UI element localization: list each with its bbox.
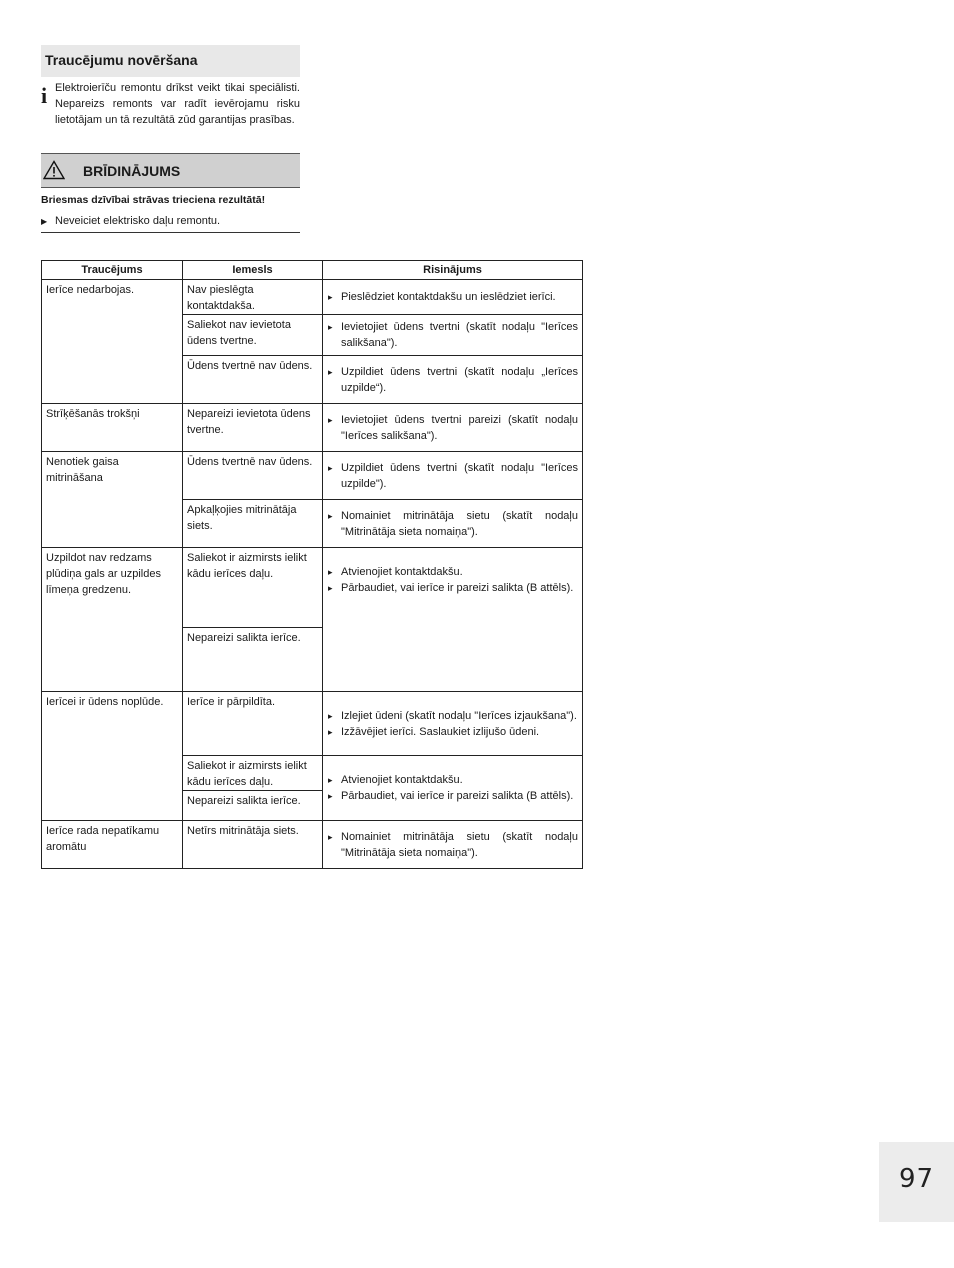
cause-cell: Ūdens tvertnē nav ūdens. (183, 356, 323, 404)
cause-cell: Saliekot nav ievietota ūdens tvertne. (183, 315, 323, 356)
troubleshooting-table (41, 260, 583, 869)
page-number: 97 (898, 1164, 935, 1194)
solution-cell (323, 315, 583, 356)
header-problem: Traucējums (42, 261, 183, 280)
table-row (42, 821, 583, 869)
solution-item: ▸ Uzpildiet ūdens tvertni (skatīt nodaļu „Ierīces uzpilde“). (327, 364, 578, 396)
table-row (42, 452, 583, 500)
warning-triangle-icon (43, 160, 65, 180)
warning-title: BRĪDINĀJUMS (83, 163, 181, 179)
table-row (42, 404, 583, 452)
solution-item: ▸ Pārbaudiet, vai ierīce ir pareizi salikta (B attēls). (327, 788, 578, 804)
solution-item: ▸ Izžāvējiet ierīci. Saslaukiet izlijušo ūdeni. (327, 724, 578, 740)
cause-cell: Nav pieslēgta kontaktdakša. (183, 280, 323, 315)
solution-cell (323, 356, 583, 404)
problem-cell: Uzpildot nav redzams plūdiņa gals ar uzpildes līmeņa gredzenu. (42, 548, 183, 692)
solution-cell (323, 500, 583, 548)
solution-item: ▸ Ievietojiet ūdens tvertni (skatīt nodaļu "Ierīces salikšana"). (327, 319, 578, 351)
solution-item: ▸ Ievietojiet ūdens tvertni pareizi (skatīt nodaļu "Ierīces salikšana"). (327, 412, 578, 444)
header-solution: Risinājums (323, 261, 583, 280)
table-row (42, 692, 583, 756)
solution-cell (323, 692, 583, 756)
solution-cell (323, 821, 583, 869)
solution-item: ▸ Nomainiet mitrinātāja sietu (skatīt nodaļu "Mitrinātāja sieta nomaiņa"). (327, 829, 578, 861)
solution-item: ▸ Uzpildiet ūdens tvertni (skatīt nodaļu "Ierīces uzpilde"). (327, 460, 578, 492)
cause-cell: Apkaļķojies mitrinātāja siets. (183, 500, 323, 548)
problem-cell: Ierīcei ir ūdens noplūde. (42, 692, 183, 821)
cause-cell: Saliekot ir aizmirsts ielikt kādu ierīces daļu. (183, 756, 323, 791)
cause-cell: Saliekot ir aizmirsts ielikt kādu ierīces daļu. (183, 548, 323, 628)
cause-cell: Nepareizi salikta ierīce. (183, 791, 323, 821)
section-title: Traucējumu novēršana (45, 52, 198, 68)
solution-item: ▸ Nomainiet mitrinātāja sietu (skatīt nodaļu "Mitrinātāja sieta nomaiņa"). (327, 508, 578, 540)
info-icon: i (41, 83, 48, 108)
solution-cell (323, 404, 583, 452)
solution-cell (323, 548, 583, 692)
cause-cell: Ierīce ir pārpildīta. (183, 692, 323, 756)
solution-cell (323, 280, 583, 315)
solution-cell (323, 452, 583, 500)
info-text: Elektroierīču remontu drīkst veikt tikai speciālisti. Nepareizs remonts var radīt ievērojamu risku lietotājam un tā rezultātā zūd garantijas prasības. (55, 82, 300, 126)
cause-cell: Nepareizi salikta ierīce. (183, 628, 323, 692)
bullet-arrow-icon: ▶ (41, 217, 48, 226)
table-row (42, 280, 583, 315)
solution-cell (323, 756, 583, 821)
solution-item: ▸ Atvienojiet kontaktdakšu. (327, 564, 578, 580)
table-header-row (42, 261, 583, 280)
problem-cell: Ierīce nedarbojas. (42, 280, 183, 404)
warning-heading (41, 153, 300, 188)
table-row (42, 548, 583, 628)
solution-item: ▸ Pārbaudiet, vai ierīce ir pareizi salikta (B attēls). (327, 580, 578, 596)
solution-item: ▸ Izlejiet ūdeni (skatīt nodaļu "Ierīces izjaukšana"). (327, 708, 578, 724)
problem-cell: Nenotiek gaisa mitrināšana (42, 452, 183, 548)
solution-item: ▸ Pieslēdziet kontaktdakšu un ieslēdziet ierīci. (327, 289, 578, 305)
cause-cell: Nepareizi ievietota ūdens tvertne. (183, 404, 323, 452)
solution-item: ▸ Atvienojiet kontaktdakšu. (327, 772, 578, 788)
section-heading (41, 45, 300, 77)
problem-cell: Ierīce rada nepatīkamu aromātu (42, 821, 183, 869)
problem-cell: Strīķēšanās trokšņi (42, 404, 183, 452)
warning-subtitle: Briesmas dzīvībai strāvas trieciena rezultātā! (41, 194, 266, 206)
warning-item (41, 213, 300, 233)
warning-item-text: Neveiciet elektrisko daļu remontu. (55, 215, 221, 227)
page-number-box (879, 1142, 954, 1222)
header-cause: Iemesls (183, 261, 323, 280)
info-note (41, 80, 300, 128)
cause-cell: Ūdens tvertnē nav ūdens. (183, 452, 323, 500)
cause-cell: Netīrs mitrinātāja siets. (183, 821, 323, 869)
